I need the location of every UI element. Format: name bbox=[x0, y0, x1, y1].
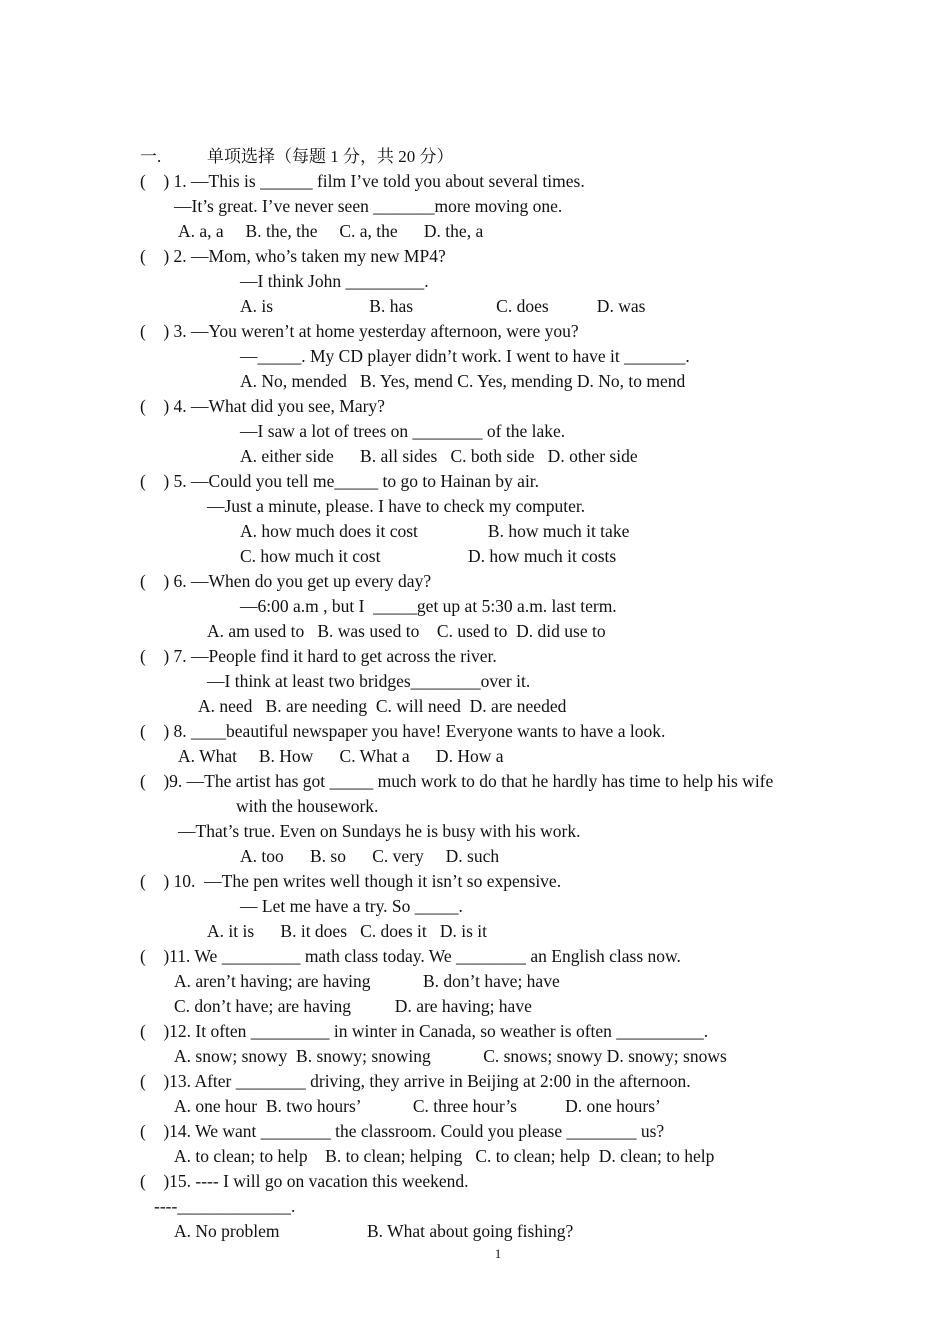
options-4: A. either side B. all sides C. both side D. other side bbox=[240, 446, 638, 466]
section-number: 一. bbox=[140, 147, 162, 166]
answer-line: —Just a minute, please. I have to check my computer. bbox=[207, 496, 586, 516]
options-5a: A. how much does it cost B. how much it take bbox=[240, 521, 630, 541]
question-13: ( )13. After ________ driving, they arrive in Beijing at 2:00 in the afternoon. bbox=[140, 1071, 691, 1091]
question-7: ( ) 7. —People find it hard to get across the river. bbox=[140, 646, 497, 666]
options-2: A. is B. has C. does D. was bbox=[240, 296, 646, 316]
question-12: ( )12. It often _________ in winter in Canada, so weather is often __________. bbox=[140, 1021, 709, 1041]
options-10: A. it is B. it does C. does it D. is it bbox=[207, 921, 488, 941]
options-13: A. one hour B. two hours’ C. three hour’s D. one hours’ bbox=[174, 1096, 661, 1116]
answer-line: — Let me have a try. So _____. bbox=[240, 896, 463, 916]
options-5b: C. how much it cost D. how much it costs bbox=[240, 546, 617, 566]
question-9: ( )9. —The artist has got _____ much work to do that he hardly has time to help his wife bbox=[140, 771, 774, 791]
options-6: A. am used to B. was used to C. used to D. did use to bbox=[207, 621, 606, 641]
answer-line: —It’s great. I’ve never seen _______more moving one. bbox=[174, 196, 563, 216]
section-title: 单项选择（每题 1 分，共 20 分） bbox=[207, 147, 454, 166]
question-10: ( ) 10. —The pen writes well though it isn’t so expensive. bbox=[140, 871, 562, 891]
options-12: A. snow; snowy B. snowy; snowing C. snows; snowy D. snowy; snows bbox=[174, 1046, 727, 1066]
question-3: ( ) 3. —You weren’t at home yesterday afternoon, were you? bbox=[140, 321, 579, 341]
options-14: A. to clean; to help B. to clean; helping C. to clean; help D. clean; to help bbox=[174, 1146, 715, 1166]
question-8: ( ) 8. ____beautiful newspaper you have! Everyone wants to have a look. bbox=[140, 721, 666, 741]
page-number: 1 bbox=[494, 1246, 502, 1261]
question-6: ( ) 6. —When do you get up every day? bbox=[140, 571, 432, 591]
options-9: A. too B. so C. very D. such bbox=[240, 846, 500, 866]
options-15: A. No problem B. What about going fishing? bbox=[174, 1221, 574, 1241]
question-2: ( ) 2. —Mom, who’s taken my new MP4? bbox=[140, 246, 446, 266]
question-4: ( ) 4. —What did you see, Mary? bbox=[140, 396, 385, 416]
answer-line: —_____. My CD player didn’t work. I went to have it _______. bbox=[240, 346, 690, 366]
answer-line: —I think John _________. bbox=[240, 271, 429, 291]
question-14: ( )14. We want ________ the classroom. Could you please ________ us? bbox=[140, 1121, 665, 1141]
answer-line: —I think at least two bridges________over it. bbox=[207, 671, 531, 691]
options-3: A. No, mended B. Yes, mend C. Yes, mending D. No, to mend bbox=[240, 371, 686, 391]
question-1: ( ) 1. —This is ______ film I’ve told you about several times. bbox=[140, 171, 585, 191]
options-1: A. a, a B. the, the C. a, the D. the, a bbox=[178, 221, 484, 241]
options-8: A. What B. How C. What a D. How a bbox=[178, 746, 504, 766]
answer-line: ----_____________. bbox=[154, 1196, 296, 1216]
answer-line: —6:00 a.m , but I _____get up at 5:30 a.m. last term. bbox=[240, 596, 617, 616]
answer-line: —I saw a lot of trees on ________ of the lake. bbox=[240, 421, 566, 441]
options-11b: C. don’t have; are having D. are having; have bbox=[174, 996, 532, 1016]
options-11a: A. aren’t having; are having B. don’t have; have bbox=[174, 971, 560, 991]
question-5: ( ) 5. —Could you tell me_____ to go to Hainan by air. bbox=[140, 471, 540, 491]
question-15: ( )15. ---- I will go on vacation this weekend. bbox=[140, 1171, 469, 1191]
question-9-continued: with the housework. bbox=[236, 796, 379, 816]
answer-line: —That’s true. Even on Sundays he is busy with his work. bbox=[178, 821, 581, 841]
question-11: ( )11. We _________ math class today. We ________ an English class now. bbox=[140, 946, 681, 966]
options-7: A. need B. are needing C. will need D. are needed bbox=[198, 696, 567, 716]
